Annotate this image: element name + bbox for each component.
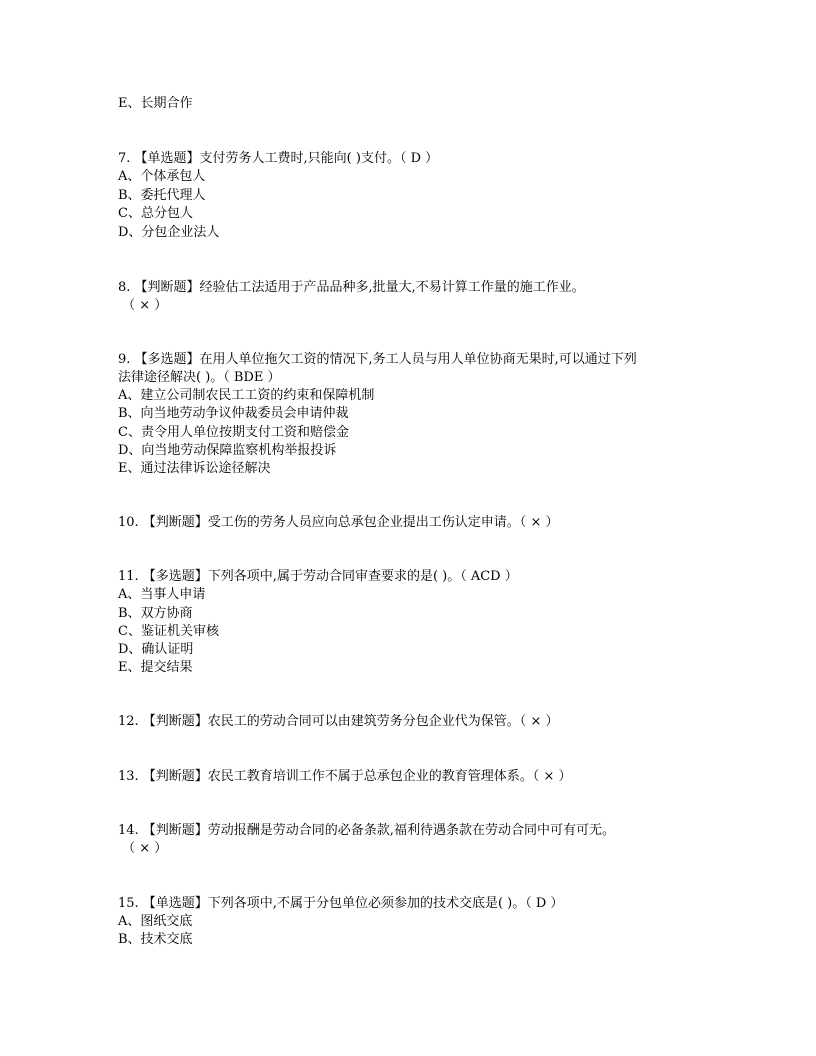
q15-option-a: A、图纸交底 [118,914,193,929]
q13-question: 13. 【判断题】农民工教育培训工作不属于总承包企业的教育管理体系。（ × ） [118,769,572,784]
q11-option-b: B、双方协商 [118,606,193,621]
q11-option-c: C、鉴证机关审核 [118,624,219,639]
q7-option-c: C、总分包人 [118,206,193,221]
q9-question-line2: 法律途径解决( )。（ BDE ） [118,370,281,385]
q8-question: 8. 【判断题】经验估工法适用于产品品种多,批量大,不易计算工作量的施工作业。 [118,280,585,295]
q15-question: 15. 【单选题】下列各项中,不属于分包单位必须参加的技术交底是( )。（ D ） [118,896,564,911]
q14-answer: （ × ） [118,841,168,856]
q8-answer: （ × ） [118,298,168,313]
q11-option-a: A、当事人申请 [118,587,206,602]
q10-question: 10. 【判断题】受工伤的劳务人员应向总承包企业提出工伤认定申请。（ × ） [118,515,559,530]
q7-question: 7. 【单选题】支付劳务人工费时,只能向( )支付。（ D ） [118,151,439,166]
q9-option-c: C、责令用人单位按期支付工资和赔偿金 [118,425,349,440]
q11-option-e: E、提交结果 [118,660,193,675]
q9-option-d: D、向当地劳动保障监察机构举报投诉 [118,443,337,458]
q6-option-e: E、长期合作 [118,96,193,111]
q15-option-b: B、技术交底 [118,932,193,947]
q7-option-d: D、分包企业法人 [118,225,220,240]
q12-question: 12. 【判断题】农民工的劳动合同可以由建筑劳务分包企业代为保管。（ × ） [118,714,559,729]
q11-option-d: D、确认证明 [118,642,194,657]
q9-option-a: A、建立公司制农民工工资的约束和保障机制 [118,388,375,403]
q7-option-b: B、委托代理人 [118,188,206,203]
q9-option-e: E、通过法律诉讼途径解决 [118,461,271,476]
q9-option-b: B、向当地劳动争议仲裁委员会申请仲裁 [118,406,349,421]
q9-question-line1: 9. 【多选题】在用人单位拖欠工资的情况下,务工人员与用人单位协商无果时,可以通过下列 [118,352,637,367]
q11-question: 11. 【多选题】下列各项中,属于劳动合同审查要求的是( )。（ ACD ） [118,569,518,584]
q7-option-a: A、个体承包人 [118,169,206,184]
q14-question: 14. 【判断题】劳动报酬是劳动合同的必备条款,福利待遇条款在劳动合同中可有可无。 [118,823,615,838]
